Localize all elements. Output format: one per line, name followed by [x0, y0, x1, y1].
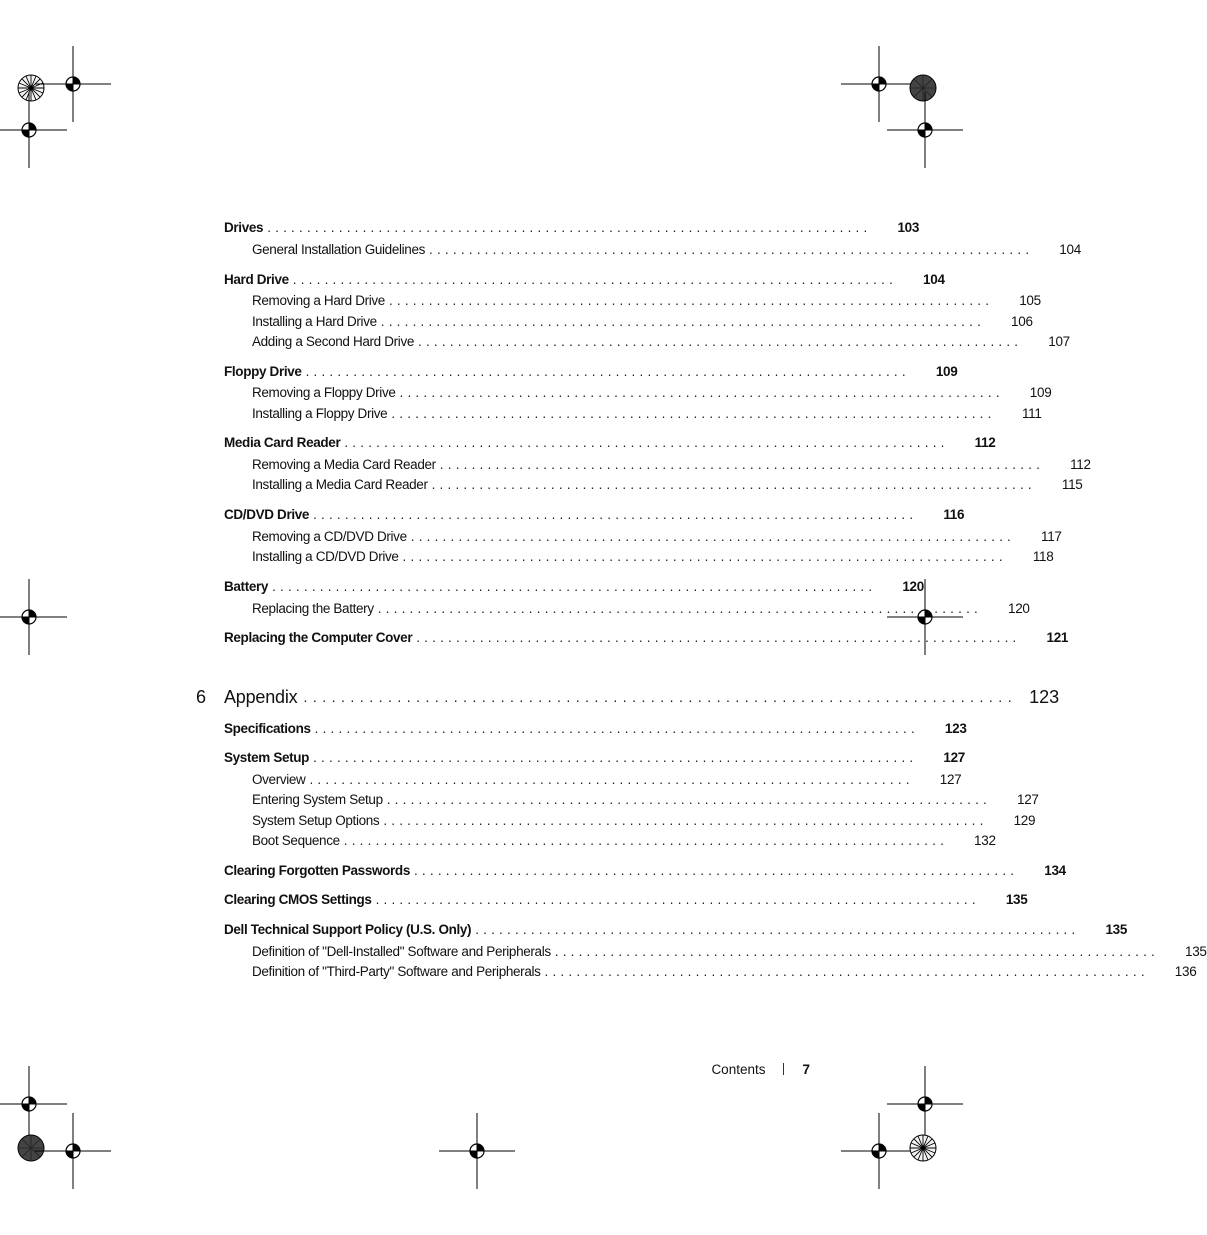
toc-entry-page: 105 — [1019, 293, 1041, 308]
toc-entry-page: 127 — [943, 750, 965, 765]
dot-leader: ............................................................................ — [344, 435, 949, 450]
toc-entry-page: 136 — [1174, 964, 1197, 979]
toc-entry-label: Removing a CD/DVD Drive — [252, 529, 407, 544]
dot-leader: ............................................................................ — [554, 944, 1160, 959]
chapter-page: 123 — [1029, 687, 1060, 707]
toc-entry-installing-media-card-reader[interactable] — [252, 473, 1083, 493]
dot-leader: ............................................................................ — [309, 772, 914, 787]
toc-entry-page: 106 — [1011, 314, 1033, 329]
toc-entry-label: Hard Drive — [224, 272, 289, 287]
toc-entry-page: 107 — [1048, 334, 1070, 349]
toc-entry-label: Removing a Hard Drive — [252, 293, 385, 308]
toc-entry-page: 123 — [944, 721, 967, 736]
dot-leader: ............................................................................ — [439, 457, 1045, 472]
toc-entry-entering-system-setup[interactable] — [252, 788, 1039, 808]
toc-entry-drives[interactable] — [224, 216, 920, 236]
toc-entry-page: 104 — [1059, 242, 1081, 257]
toc-entry-media-card-reader[interactable] — [224, 431, 996, 451]
toc-entry-installing-hard-drive[interactable] — [252, 310, 1033, 330]
dot-leader: ............................................................................ — [410, 529, 1016, 544]
dot-leader: ............................................................................ — [418, 334, 1023, 349]
toc-entry-label: Definition of "Dell-Installed" Software and Peripherals — [252, 944, 551, 959]
toc-entry-page: 115 — [1061, 477, 1083, 492]
dot-leader: ............................................................................ — [377, 601, 982, 616]
toc-entry-system-setup[interactable] — [224, 746, 965, 766]
toc-entry-label: Removing a Floppy Drive — [252, 385, 396, 400]
toc-entry-label: Boot Sequence — [252, 833, 340, 848]
toc-entry-page: 132 — [974, 833, 996, 848]
toc-entry-label: Battery — [224, 579, 269, 594]
toc-entry-cd-dvd-drive[interactable] — [224, 503, 965, 523]
toc-entry-replacing-battery[interactable] — [252, 597, 1030, 617]
toc-entry-page: 120 — [1008, 601, 1030, 616]
toc-entry-page: 135 — [1105, 922, 1128, 937]
toc-entry-floppy-drive[interactable] — [224, 360, 958, 380]
toc-entry-label: Installing a Floppy Drive — [252, 406, 388, 421]
toc-entry-label: Entering System Setup — [252, 792, 383, 807]
toc-entry-removing-floppy-drive[interactable] — [252, 381, 1052, 401]
toc-entry-page: 112 — [1070, 457, 1091, 472]
toc-entry-definition-dell-installed[interactable] — [252, 940, 1207, 960]
toc-entry-page: 103 — [897, 220, 920, 235]
toc-entry-battery[interactable] — [224, 575, 924, 595]
page-number: 7 — [802, 1061, 810, 1077]
toc-entry-label: Replacing the Computer Cover — [224, 630, 413, 645]
dot-leader: ............................................................................ — [402, 549, 1007, 564]
toc-entry-page: 135 — [1185, 944, 1207, 959]
footer-section-title: Contents — [711, 1061, 766, 1077]
dot-leader: ............................................................................ — [380, 314, 986, 329]
toc-entry-replacing-computer-cover[interactable] — [224, 626, 1069, 646]
dot-leader: ............................................................................ — [343, 833, 949, 848]
toc-entry-removing-hard-drive[interactable] — [252, 289, 1041, 309]
dot-leader: ............................................................................ — [267, 220, 872, 235]
toc-entry-specifications[interactable] — [224, 717, 967, 737]
toc-entry-page: 117 — [1041, 529, 1062, 544]
dot-leader: ............................................................................ — [314, 721, 919, 736]
toc-entry-general-installation-guidelines[interactable] — [252, 238, 1081, 258]
toc-entry-adding-second-hard-drive[interactable] — [252, 330, 1070, 350]
toc-chapter-appendix[interactable] — [196, 682, 1060, 708]
toc-entry-page: 135 — [1005, 892, 1028, 907]
dot-leader: ............................................................................ — [399, 385, 1004, 400]
toc-entry-label: System Setup — [224, 750, 310, 765]
toc-entry-label: Installing a CD/DVD Drive — [252, 549, 399, 564]
toc-entry-system-setup-options[interactable] — [252, 809, 1036, 829]
toc-entry-page: 111 — [1021, 406, 1042, 421]
toc-entry-definition-third-party[interactable] — [252, 960, 1197, 980]
toc-entry-label: Clearing CMOS Settings — [224, 892, 372, 907]
toc-entry-label: Installing a Media Card Reader — [252, 477, 428, 492]
toc-entry-label: Specifications — [224, 721, 311, 736]
toc-entry-label: Definition of "Third-Party" Software and Peripherals — [252, 964, 541, 979]
dot-leader: ............................................................................ — [313, 507, 918, 522]
dot-leader: ............................................................................ — [429, 242, 1034, 257]
toc-entry-clearing-forgotten-passwords[interactable] — [224, 859, 1066, 879]
toc-entry-hard-drive[interactable] — [224, 268, 945, 288]
toc-entry-page: 104 — [923, 272, 945, 287]
toc-entry-page: 109 — [935, 364, 958, 379]
toc-entry-label: Dell Technical Support Policy (U.S. Only) — [224, 922, 472, 937]
toc-entry-installing-cd-dvd-drive[interactable] — [252, 545, 1054, 565]
toc-entry-boot-sequence[interactable] — [252, 829, 996, 849]
dot-leader: ............................................................................ — [388, 293, 994, 308]
toc-entry-page: 118 — [1032, 549, 1054, 564]
toc-entry-clearing-cmos-settings[interactable] — [224, 888, 1028, 908]
dot-leader: ............................................................................ — [383, 813, 988, 828]
dot-leader: ............................................................................ — [303, 689, 1018, 705]
dot-leader: ............................................................................ — [475, 922, 1080, 937]
toc-entry-page: 129 — [1013, 813, 1036, 828]
dot-leader: ............................................................................ — [292, 272, 898, 287]
toc-entry-page: 109 — [1029, 385, 1052, 400]
dot-leader: ............................................................................ — [391, 406, 996, 421]
toc-entry-page: 127 — [1017, 792, 1039, 807]
toc-entry-page: 134 — [1044, 863, 1066, 878]
footer-divider — [783, 1063, 784, 1075]
dot-leader: ............................................................................ — [431, 477, 1036, 492]
toc-entry-label: Media Card Reader — [224, 435, 341, 450]
toc-entry-overview[interactable] — [252, 768, 962, 788]
toc-entry-label: Installing a Hard Drive — [252, 314, 377, 329]
toc-entry-page: 116 — [943, 507, 965, 522]
dot-leader: ............................................................................ — [305, 364, 910, 379]
toc-entry-page: 120 — [902, 579, 924, 594]
chapter-title: Appendix — [224, 687, 298, 707]
toc-entry-label: Drives — [224, 220, 264, 235]
dot-leader: ............................................................................ — [313, 750, 918, 765]
dot-leader: ............................................................................ — [386, 792, 991, 807]
toc-entry-dell-technical-support-policy[interactable] — [224, 918, 1128, 938]
toc-entry-label: Overview — [252, 772, 306, 787]
toc-entry-label: System Setup Options — [252, 813, 380, 828]
toc-entry-installing-floppy-drive[interactable] — [252, 402, 1042, 422]
dot-leader: ............................................................................ — [544, 964, 1149, 979]
chapter-number: 6 — [196, 687, 207, 707]
toc-entry-page: 121 — [1046, 630, 1069, 645]
toc-entry-removing-cd-dvd-drive[interactable] — [252, 525, 1062, 545]
toc-entry-label: Replacing the Battery — [252, 601, 374, 616]
dot-leader: ............................................................................ — [375, 892, 980, 907]
toc-entry-page: 127 — [939, 772, 962, 787]
toc-entry-label: Clearing Forgotten Passwords — [224, 863, 410, 878]
dot-leader: ............................................................................ — [413, 863, 1019, 878]
dot-leader: ............................................................................ — [272, 579, 877, 594]
toc-entry-label: Removing a Media Card Reader — [252, 457, 436, 472]
toc-entry-label: CD/DVD Drive — [224, 507, 310, 522]
toc-entry-label: General Installation Guidelines — [252, 242, 426, 257]
dot-leader: ............................................................................ — [416, 630, 1021, 645]
toc-entry-label: Floppy Drive — [224, 364, 302, 379]
toc-entry-label: Adding a Second Hard Drive — [252, 334, 414, 349]
page-footer — [700, 1058, 810, 1080]
toc-entry-page: 112 — [974, 435, 996, 450]
toc-entry-removing-media-card-reader[interactable] — [252, 453, 1091, 473]
